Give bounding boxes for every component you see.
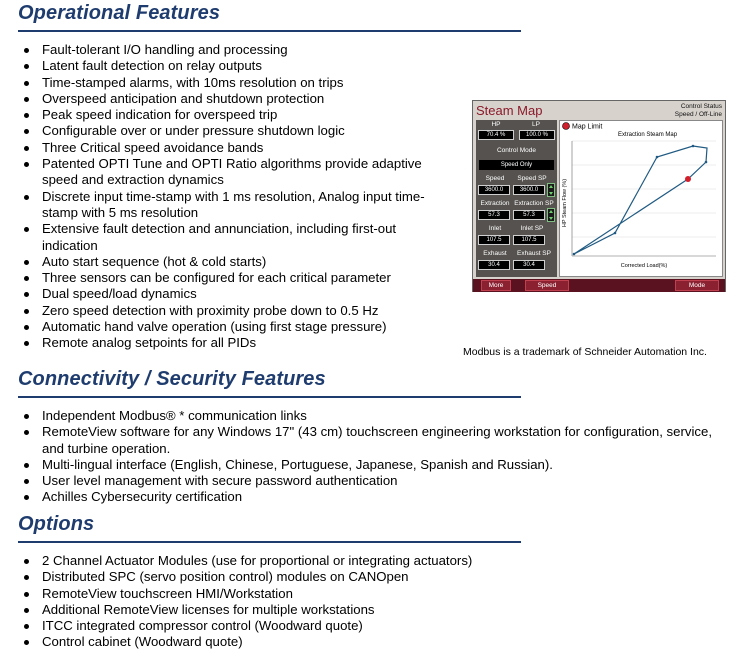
operating-point	[685, 176, 691, 182]
list-item: Discrete input time-stamp with 1 ms resolution, Analog input time-stamp with 5 ms resolution	[22, 189, 452, 222]
hmi-values-panel	[476, 120, 557, 277]
section-divider	[18, 30, 521, 32]
speed-sp-value: 3600.0	[513, 185, 545, 195]
hp-value: 70.4 %	[478, 130, 514, 140]
list-item: Latent fault detection on relay outputs	[22, 58, 452, 74]
steam-map-svg	[560, 121, 722, 276]
list-item: Distributed SPC (servo position control) modules on CANOpen	[22, 569, 722, 585]
speed-stepper	[547, 183, 555, 197]
exhaust-value: 30.4	[478, 260, 510, 270]
chart-grid	[572, 141, 716, 237]
list-item: Peak speed indication for overspeed trip	[22, 107, 452, 123]
section-divider	[18, 396, 521, 398]
list-item: Configurable over or under pressure shutdown logic	[22, 123, 452, 139]
list-item: Multi-lingual interface (English, Chinese, Portuguese, Japanese, Spanish and Russian).	[22, 457, 722, 473]
extraction-sp-label: Extraction SP	[514, 200, 554, 207]
exhaust-sp-value: 30.4	[513, 260, 545, 270]
list-item: Fault-tolerant I/O handling and processing	[22, 42, 452, 58]
steam-map-screenshot	[472, 100, 726, 292]
list-item: Patented OPTI Tune and OPTI Ratio algorithms provide adaptive speed and extraction dynamics	[22, 156, 452, 189]
lp-label: LP	[532, 121, 540, 128]
list-item: RemoteView software for any Windows 17" (43 cm) touchscreen engineering workstation for configuration, service, and turbine operation.	[22, 424, 722, 457]
speed-label: Speed	[485, 175, 505, 182]
list-item: Extensive fault detection and annunciation, including first-out indication	[22, 221, 452, 254]
section-title-options: Options	[18, 513, 95, 535]
y-axis-label: HP Steam Flow (%)	[562, 178, 568, 228]
control-mode-label: Control Mode	[496, 147, 537, 154]
hmi-title: Steam Map	[476, 103, 543, 118]
x-axis-label: Corrected Load(%)	[620, 263, 668, 269]
trademark-note: Modbus is a trademark of Schneider Automation Inc.	[463, 346, 707, 358]
chart-title: Extraction Steam Map	[618, 132, 678, 138]
extraction-stepper	[547, 208, 555, 222]
extraction-value: 57.3	[478, 210, 510, 220]
extraction-label: Extraction	[480, 200, 510, 207]
list-item: Three sensors can be configured for each critical parameter	[22, 270, 452, 286]
mode-button[interactable]: Mode	[675, 280, 719, 291]
list-item: Auto start sequence (hot & cold starts)	[22, 254, 452, 270]
hmi-control-status	[675, 103, 722, 118]
list-item: ITCC integrated compressor control (Woodward quote)	[22, 618, 722, 634]
options-list	[22, 553, 722, 651]
list-item: Additional RemoteView licenses for multiple workstations	[22, 602, 722, 618]
list-item: 2 Channel Actuator Modules (use for proportional or integrating actuators)	[22, 553, 722, 569]
list-item: Time-stamped alarms, with 10ms resolution on trips	[22, 75, 452, 91]
section-title-connectivity: Connectivity / Security Features	[18, 368, 326, 390]
speed-value: 3600.0	[478, 185, 510, 195]
list-item: Dual speed/load dynamics	[22, 286, 452, 302]
connectivity-feature-list	[22, 408, 722, 506]
list-item: Independent Modbus® * communication links	[22, 408, 722, 424]
list-item: Three Critical speed avoidance bands	[22, 140, 452, 156]
inlet-label: Inlet	[488, 225, 502, 232]
list-item: User level management with secure password authentication	[22, 473, 722, 489]
list-item: Overspeed anticipation and shutdown protection	[22, 91, 452, 107]
more-button[interactable]: More	[481, 280, 511, 291]
lp-value: 100.0 %	[519, 130, 555, 140]
inlet-sp-value: 107.5	[513, 235, 545, 245]
steam-map-chart	[559, 120, 723, 277]
list-item: Zero speed detection with proximity probe down to 0.5 Hz	[22, 303, 452, 319]
map-limit-icon	[563, 123, 570, 130]
speed-sp-label: Speed SP	[517, 175, 547, 182]
list-item: Achilles Cybersecurity certification	[22, 489, 722, 505]
steam-map-envelope	[574, 146, 707, 254]
hp-label: HP	[491, 121, 501, 128]
inlet-value: 107.5	[478, 235, 510, 245]
list-item: Automatic hand valve operation (using first stage pressure)	[22, 319, 452, 335]
extraction-sp-value: 57.3	[513, 210, 545, 220]
hmi-status-line2: Speed / Off-Line	[674, 110, 722, 118]
envelope-vertices	[573, 145, 708, 256]
exhaust-sp-label: Exhaust SP	[517, 250, 551, 257]
map-limit-label: Map Limit	[572, 123, 603, 131]
hmi-status-line1: Control Status	[680, 103, 722, 110]
inlet-sp-label: Inlet SP	[520, 225, 544, 232]
speed-button[interactable]: Speed	[525, 280, 569, 291]
operational-feature-list	[22, 42, 452, 352]
section-divider	[18, 541, 521, 543]
list-item: Control cabinet (Woodward quote)	[22, 634, 722, 650]
list-item: RemoteView touchscreen HMI/Workstation	[22, 586, 722, 602]
section-title-operational: Operational Features	[18, 2, 221, 24]
control-mode-value: Speed Only	[479, 160, 554, 170]
hmi-button-bar	[473, 279, 725, 292]
list-item: Remote analog setpoints for all PIDs	[22, 335, 452, 351]
exhaust-label: Exhaust	[483, 250, 507, 257]
